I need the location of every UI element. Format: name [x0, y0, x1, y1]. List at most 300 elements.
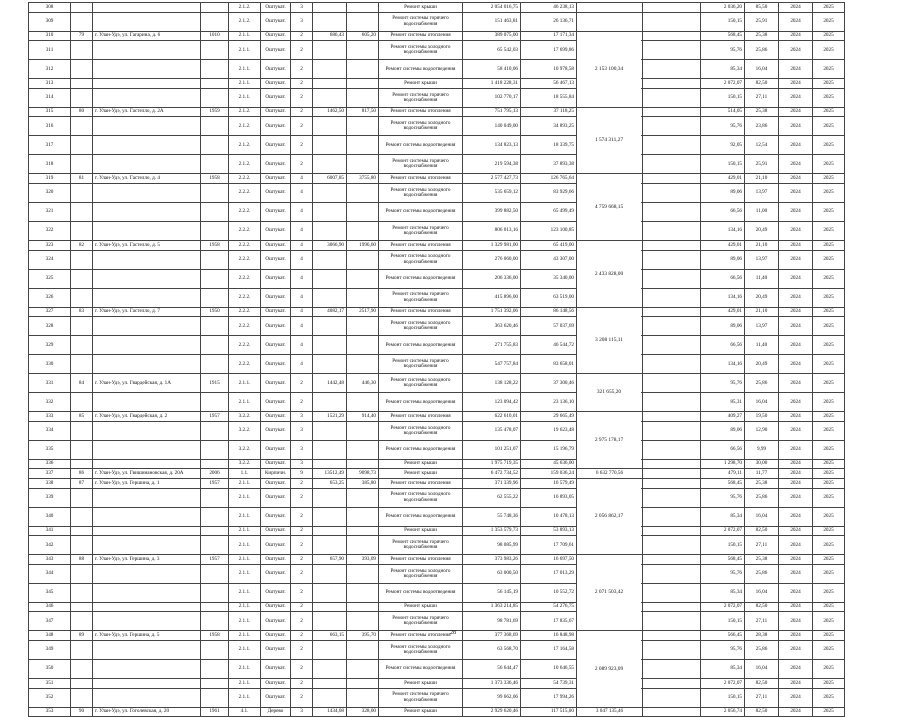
total-area-cell — [313, 459, 347, 469]
work-type-cell: Ремонт системы холодного водоснабжения — [379, 640, 463, 659]
year-start-cell: 2024 — [779, 526, 813, 536]
floors-cell: 2 — [291, 555, 313, 565]
wall-material-cell: Кирпичн. — [261, 469, 291, 479]
year-end-cell: 2025 — [813, 536, 845, 555]
work-type-cell: Ремонт системы холодного водоснабжения — [379, 250, 463, 269]
additional-cost-cell: 17 164,58 — [521, 640, 577, 659]
category-code-cell: 2.1.1. — [229, 659, 261, 678]
unit-cost-cell: 95,76 — [701, 374, 745, 393]
reserve-cell — [643, 12, 701, 31]
work-cost-cell: 135 478,07 — [463, 421, 521, 440]
year-end-cell: 2025 — [813, 336, 845, 355]
construction-year-cell — [201, 88, 229, 107]
category-code-cell: 2.2.2. — [229, 317, 261, 336]
year-start-cell: 2024 — [779, 202, 813, 221]
unit-additional-cell: 16,04 — [745, 507, 779, 526]
building-address-cell — [93, 421, 201, 440]
unit-additional-cell: 20,49 — [745, 355, 779, 374]
row-number-cell: 319 — [29, 174, 71, 184]
unit-additional-cell: 13,97 — [745, 250, 779, 269]
floors-cell: 3 — [291, 3, 313, 13]
building-address-cell — [93, 250, 201, 269]
year-start-cell: 2024 — [779, 602, 813, 612]
year-start-cell: 2024 — [779, 3, 813, 13]
unit-cost-cell: 95,76 — [701, 117, 745, 136]
reserve-cell — [643, 536, 701, 555]
floors-cell: 2 — [291, 393, 313, 412]
table-row — [29, 555, 845, 565]
total-area-cell — [313, 602, 347, 612]
additional-cost-cell: 10 552,72 — [521, 583, 577, 602]
work-cost-cell: 276 060,00 — [463, 250, 521, 269]
living-area-cell — [347, 136, 379, 155]
year-start-cell: 2024 — [779, 221, 813, 240]
reserve-cell — [643, 79, 701, 89]
year-end-cell: 2025 — [813, 659, 845, 678]
year-start-cell: 2024 — [779, 374, 813, 393]
wall-material-cell: Оштукат. — [261, 526, 291, 536]
table-row — [29, 155, 845, 174]
construction-year-cell — [201, 688, 229, 707]
unit-additional-cell: 16,04 — [745, 659, 779, 678]
table-row — [29, 202, 845, 221]
category-code-cell: 2.1.1. — [229, 612, 261, 631]
year-end-cell: 2025 — [813, 678, 845, 688]
construction-year-cell — [201, 612, 229, 631]
work-type-cell: Ремонт системы отопления — [379, 412, 463, 422]
unit-additional-cell: 13,97 — [745, 183, 779, 202]
floors-cell: 2 — [291, 507, 313, 526]
building-index-cell — [71, 60, 93, 79]
unit-additional-cell: 11,00 — [745, 202, 779, 221]
unit-additional-cell: 25,86 — [745, 41, 779, 60]
table-row — [29, 174, 845, 184]
work-cost-cell: 123 094,42 — [463, 393, 521, 412]
living-area-cell — [347, 202, 379, 221]
building-address-cell: г. Улан-Удэ, ул. Гастелло, д. 4 — [93, 174, 201, 184]
work-type-cell: Ремонт крыши — [379, 707, 463, 717]
building-index-cell: 81 — [71, 174, 93, 184]
building-address-cell — [93, 536, 201, 555]
construction-year-cell — [201, 602, 229, 612]
year-end-cell: 2025 — [813, 79, 845, 89]
category-code-cell: 2.1.1. — [229, 631, 261, 641]
building-total-cell — [577, 3, 643, 13]
unit-additional-cell: 82,50 — [745, 526, 779, 536]
construction-year-cell — [201, 393, 229, 412]
wall-material-cell: Оштукат. — [261, 488, 291, 507]
living-area-cell — [347, 688, 379, 707]
work-cost-cell: 1 353 579,73 — [463, 526, 521, 536]
building-index-cell — [71, 393, 93, 412]
reserve-cell — [643, 41, 701, 60]
building-address-cell: г. Улан-Удэ, ул. Гершина, д. 1 — [93, 478, 201, 488]
total-area-cell — [313, 88, 347, 107]
wall-material-cell: Оштукат. — [261, 602, 291, 612]
category-code-cell: 4.1. — [229, 707, 261, 717]
total-area-cell — [313, 526, 347, 536]
additional-cost-cell: 19 623,48 — [521, 421, 577, 440]
category-code-cell: 2.1.1. — [229, 688, 261, 707]
row-number-cell: 350 — [29, 659, 71, 678]
unit-cost-cell: 429,01 — [701, 174, 745, 184]
year-start-cell: 2024 — [779, 336, 813, 355]
wall-material-cell: Оштукат. — [261, 459, 291, 469]
table-row — [29, 478, 845, 488]
category-code-cell: 3.2.2. — [229, 459, 261, 469]
work-type-cell: Ремонт системы холодного водоснабжения — [379, 374, 463, 393]
wall-material-cell: Оштукат. — [261, 250, 291, 269]
total-area-cell: 1462,50 — [313, 107, 347, 117]
row-number-cell: 335 — [29, 440, 71, 459]
living-area-cell — [347, 583, 379, 602]
year-start-cell: 2024 — [779, 459, 813, 469]
total-area-cell — [313, 393, 347, 412]
construction-year-cell — [201, 250, 229, 269]
work-type-cell: Ремонт крыши — [379, 459, 463, 469]
additional-cost-cell: 83 929,66 — [521, 183, 577, 202]
total-area-cell: 657,90 — [313, 555, 347, 565]
building-index-cell — [71, 459, 93, 469]
building-address-cell — [93, 221, 201, 240]
work-cost-cell: 622 610,01 — [463, 412, 521, 422]
category-code-cell: 2.1.2. — [229, 155, 261, 174]
total-area-cell — [313, 421, 347, 440]
wall-material-cell: Оштукат. — [261, 374, 291, 393]
year-end-cell: 2025 — [813, 421, 845, 440]
row-number-cell: 338 — [29, 478, 71, 488]
floors-cell: 9 — [291, 469, 313, 479]
table-row — [29, 536, 845, 555]
building-address-cell — [93, 659, 201, 678]
wall-material-cell: Оштукат. — [261, 307, 291, 317]
page-number: 28 — [450, 630, 456, 636]
additional-cost-cell: 18 339,75 — [521, 136, 577, 155]
building-address-cell — [93, 459, 201, 469]
unit-additional-cell: 16,04 — [745, 60, 779, 79]
category-code-cell: 2.1.1. — [229, 526, 261, 536]
table-row — [29, 488, 845, 507]
category-code-cell: 2.2.2. — [229, 174, 261, 184]
work-type-cell: Ремонт системы водоотведения — [379, 336, 463, 355]
living-area-cell: 385,80 — [347, 478, 379, 488]
year-start-cell: 2024 — [779, 60, 813, 79]
table-row — [29, 60, 845, 79]
category-code-cell: 2.2.2. — [229, 240, 261, 250]
unit-additional-cell: 9,99 — [745, 440, 779, 459]
living-area-cell — [347, 269, 379, 288]
row-number-cell: 316 — [29, 117, 71, 136]
work-cost-cell: 138 128,22 — [463, 374, 521, 393]
reserve-cell — [643, 3, 701, 13]
living-area-cell — [347, 640, 379, 659]
work-type-cell: Ремонт крыши — [379, 526, 463, 536]
wall-material-cell: Оштукат. — [261, 31, 291, 41]
additional-cost-cell: 10 478,13 — [521, 507, 577, 526]
floors-cell: 2 — [291, 31, 313, 41]
category-code-cell: 2.1.1. — [229, 536, 261, 555]
unit-cost-cell: 95,76 — [701, 41, 745, 60]
wall-material-cell: Оштукат. — [261, 288, 291, 307]
construction-year-cell — [201, 221, 229, 240]
reserve-cell — [643, 412, 701, 422]
year-start-cell: 2024 — [779, 555, 813, 565]
row-number-cell: 340 — [29, 507, 71, 526]
reserve-cell — [643, 155, 701, 174]
work-type-cell: Ремонт системы водоотведения — [379, 136, 463, 155]
unit-cost-cell: 2 036,20 — [701, 3, 745, 13]
building-address-cell — [93, 317, 201, 336]
unit-additional-cell: 25,91 — [745, 155, 779, 174]
building-index-cell — [71, 602, 93, 612]
wall-material-cell: Оштукат. — [261, 688, 291, 707]
row-number-cell: 334 — [29, 421, 71, 440]
category-code-cell: 2.1.1. — [229, 478, 261, 488]
work-type-cell: Ремонт системы горячего водоснабжения — [379, 88, 463, 107]
building-address-cell — [93, 564, 201, 583]
row-number-cell: 326 — [29, 288, 71, 307]
year-end-cell: 2025 — [813, 3, 845, 13]
work-type-cell: Ремонт крыши — [379, 469, 463, 479]
additional-cost-cell: 37 893,38 — [521, 155, 577, 174]
row-number-cell: 322 — [29, 221, 71, 240]
building-address-cell — [93, 60, 201, 79]
year-end-cell: 2025 — [813, 555, 845, 565]
table-row — [29, 612, 845, 631]
total-area-cell — [313, 12, 347, 31]
construction-year-cell: 1958 — [201, 240, 229, 250]
work-cost-cell: 55 748,36 — [463, 507, 521, 526]
floors-cell: 2 — [291, 488, 313, 507]
construction-year-cell — [201, 355, 229, 374]
floors-cell: 4 — [291, 269, 313, 288]
floors-cell: 2 — [291, 155, 313, 174]
year-start-cell: 2024 — [779, 88, 813, 107]
building-index-cell — [71, 507, 93, 526]
work-type-cell: Ремонт крыши — [379, 602, 463, 612]
floors-cell: 2 — [291, 564, 313, 583]
work-cost-cell: 63 000,50 — [463, 564, 521, 583]
category-code-cell: 2.1.1. — [229, 507, 261, 526]
group-total-cell: 3 208 115,11 — [577, 308, 641, 372]
work-cost-cell: 389 075,00 — [463, 31, 521, 41]
unit-cost-cell: 95,76 — [701, 564, 745, 583]
floors-cell: 3 — [291, 459, 313, 469]
category-code-cell: 2.1.1. — [229, 564, 261, 583]
unit-additional-cell: 30,00 — [745, 459, 779, 469]
unit-additional-cell: 25,86 — [745, 640, 779, 659]
category-code-cell: 2.2.2. — [229, 336, 261, 355]
floors-cell: 2 — [291, 612, 313, 631]
unit-cost-cell: 150,15 — [701, 612, 745, 631]
living-area-cell — [347, 536, 379, 555]
category-code-cell: 2.1.1. — [229, 374, 261, 393]
work-cost-cell: 363 620,46 — [463, 317, 521, 336]
unit-additional-cell: 27,11 — [745, 88, 779, 107]
year-start-cell: 2024 — [779, 317, 813, 336]
unit-cost-cell: 95,76 — [701, 640, 745, 659]
living-area-cell: 817,50 — [347, 107, 379, 117]
living-area-cell — [347, 88, 379, 107]
building-index-cell — [71, 526, 93, 536]
unit-additional-cell: 11,77 — [745, 469, 779, 479]
group-total-cell: 1 574 311,27 — [577, 108, 641, 172]
floors-cell: 4 — [291, 355, 313, 374]
construction-year-cell — [201, 202, 229, 221]
floors-cell: 3 — [291, 707, 313, 717]
category-code-cell: 2.1.1. — [229, 393, 261, 412]
year-start-cell: 2024 — [779, 478, 813, 488]
wall-material-cell: Оштукат. — [261, 155, 291, 174]
table-row — [29, 288, 845, 307]
reserve-cell — [643, 202, 701, 221]
reserve-cell — [643, 174, 701, 184]
additional-cost-cell: 37 300,46 — [521, 374, 577, 393]
unit-cost-cell: 134,16 — [701, 221, 745, 240]
row-number-cell: 341 — [29, 526, 71, 536]
category-code-cell: 2.1.1. — [229, 31, 261, 41]
wall-material-cell: Оштукат. — [261, 640, 291, 659]
unit-cost-cell: 85,34 — [701, 583, 745, 602]
table-row — [29, 12, 845, 31]
building-address-cell — [93, 355, 201, 374]
year-start-cell: 2024 — [779, 107, 813, 117]
reserve-cell — [643, 31, 701, 41]
total-area-cell — [313, 117, 347, 136]
building-address-cell: г. Улан-Удэ, ул. Гастелло, д. 5 — [93, 240, 201, 250]
unit-additional-cell: 82,50 — [745, 79, 779, 89]
wall-material-cell: Оштукат. — [261, 659, 291, 678]
year-end-cell: 2025 — [813, 183, 845, 202]
living-area-cell — [347, 393, 379, 412]
work-cost-cell: 1 975 719,35 — [463, 459, 521, 469]
additional-cost-cell: 45 636,00 — [521, 459, 577, 469]
year-end-cell: 2025 — [813, 412, 845, 422]
table-row — [29, 183, 845, 202]
total-area-cell — [313, 183, 347, 202]
floors-cell: 2 — [291, 478, 313, 488]
living-area-cell — [347, 60, 379, 79]
unit-cost-cell: 1 298,70 — [701, 459, 745, 469]
wall-material-cell: Оштукат. — [261, 202, 291, 221]
reserve-cell — [643, 336, 701, 355]
row-number-cell: 327 — [29, 307, 71, 317]
wall-material-cell: Оштукат. — [261, 536, 291, 555]
additional-cost-cell: 54 276,75 — [521, 602, 577, 612]
work-cost-cell: 6 472 734,52 — [463, 469, 521, 479]
row-number-cell: 343 — [29, 555, 71, 565]
total-area-cell — [313, 440, 347, 459]
year-start-cell: 2024 — [779, 612, 813, 631]
total-area-cell — [313, 612, 347, 631]
total-area-cell — [313, 221, 347, 240]
work-cost-cell: 219 594,38 — [463, 155, 521, 174]
year-start-cell: 2024 — [779, 288, 813, 307]
work-cost-cell: 271 755,83 — [463, 336, 521, 355]
building-index-cell — [71, 678, 93, 688]
construction-year-cell — [201, 288, 229, 307]
reserve-cell — [643, 317, 701, 336]
unit-additional-cell: 16,04 — [745, 583, 779, 602]
floors-cell: 2 — [291, 583, 313, 602]
group-total-cell: 2 056 862,17 — [577, 479, 641, 553]
reserve-cell — [643, 488, 701, 507]
total-area-cell — [313, 507, 347, 526]
work-cost-cell: 63 568,70 — [463, 640, 521, 659]
table-row — [29, 507, 845, 526]
group-total-cell: 2 975 178,17 — [577, 412, 641, 468]
living-area-cell — [347, 602, 379, 612]
work-cost-cell: 99 662,06 — [463, 688, 521, 707]
unit-additional-cell: 23,86 — [745, 117, 779, 136]
building-index-cell — [71, 536, 93, 555]
wall-material-cell: Оштукат. — [261, 678, 291, 688]
work-type-cell: Ремонт системы горячего водоснабжения — [379, 612, 463, 631]
work-cost-cell: 2 577 427,73 — [463, 174, 521, 184]
total-area-cell — [313, 355, 347, 374]
work-type-cell: Ремонт системы горячего водоснабжения — [379, 688, 463, 707]
work-cost-cell: 535 659,12 — [463, 183, 521, 202]
construction-year-cell: 1950 — [201, 307, 229, 317]
building-address-cell — [93, 612, 201, 631]
year-end-cell: 2025 — [813, 459, 845, 469]
work-cost-cell: 415 896,00 — [463, 288, 521, 307]
living-area-cell — [347, 459, 379, 469]
building-index-cell: 86 — [71, 469, 93, 479]
year-end-cell: 2025 — [813, 631, 845, 641]
reserve-cell — [643, 459, 701, 469]
construction-year-cell — [201, 678, 229, 688]
building-address-cell — [93, 3, 201, 13]
living-area-cell: 1996,60 — [347, 240, 379, 250]
year-start-cell: 2024 — [779, 240, 813, 250]
row-number-cell: 323 — [29, 240, 71, 250]
total-area-cell — [313, 41, 347, 60]
year-end-cell: 2025 — [813, 88, 845, 107]
year-start-cell: 2024 — [779, 678, 813, 688]
building-index-cell: 90 — [71, 707, 93, 717]
work-cost-cell: 547 757,84 — [463, 355, 521, 374]
living-area-cell: 605,20 — [347, 31, 379, 41]
year-start-cell: 2024 — [779, 183, 813, 202]
total-area-cell — [313, 288, 347, 307]
living-area-cell: 446,30 — [347, 374, 379, 393]
unit-additional-cell: 25,38 — [745, 31, 779, 41]
living-area-cell: 393,09 — [347, 555, 379, 565]
table-row — [29, 3, 845, 13]
work-cost-cell: 2 054 016,75 — [463, 3, 521, 13]
building-index-cell — [71, 564, 93, 583]
work-cost-cell: 1 363 214,85 — [463, 602, 521, 612]
year-start-cell: 2024 — [779, 79, 813, 89]
construction-year-cell — [201, 155, 229, 174]
work-cost-cell: 102 770,17 — [463, 88, 521, 107]
living-area-cell — [347, 317, 379, 336]
living-area-cell — [347, 507, 379, 526]
additional-cost-cell: 126 765,64 — [521, 174, 577, 184]
year-end-cell: 2025 — [813, 488, 845, 507]
table-row — [29, 269, 845, 288]
category-code-cell: 2.1.2. — [229, 3, 261, 13]
year-start-cell: 2024 — [779, 583, 813, 602]
total-area-cell: 1434,08 — [313, 707, 347, 717]
table-row — [29, 307, 845, 317]
reserve-cell — [643, 612, 701, 631]
construction-year-cell: 1957 — [201, 555, 229, 565]
total-area-cell — [313, 136, 347, 155]
work-type-cell: Ремонт системы горячего водоснабжения — [379, 536, 463, 555]
wall-material-cell: Оштукат. — [261, 41, 291, 60]
